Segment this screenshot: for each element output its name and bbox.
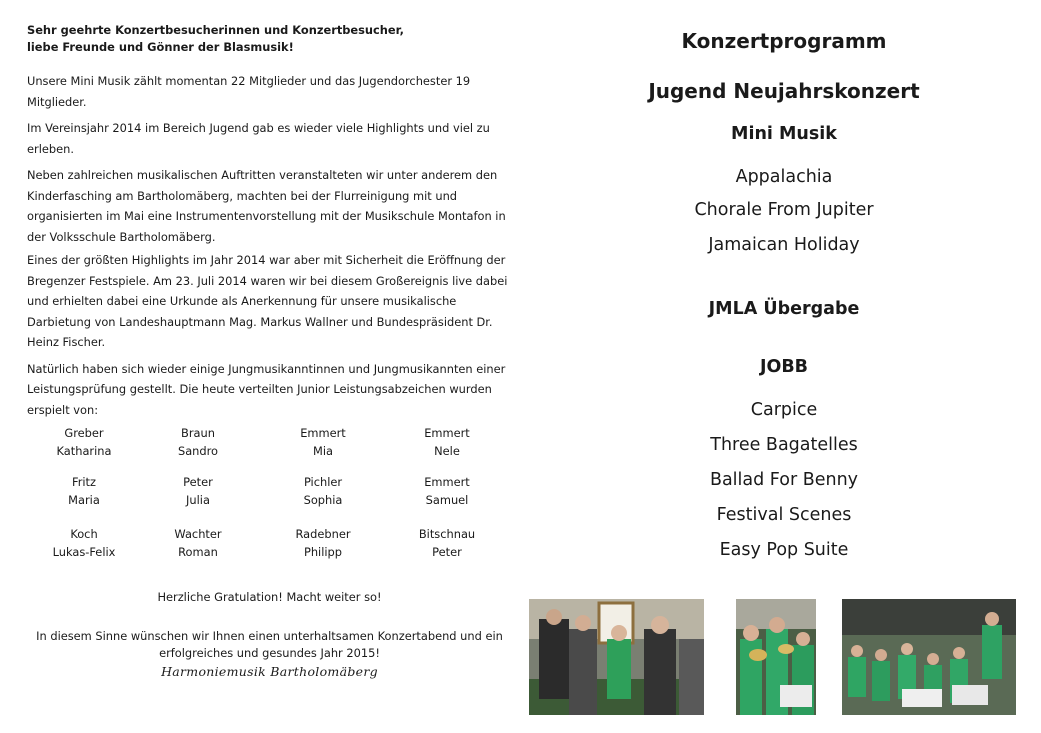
piece: Jamaican Holiday (708, 235, 860, 255)
section-mini-musik: Mini Musik (731, 124, 837, 144)
paragraph-festival: Eines der größten Highlights im Jahr 2014 war aber mit Sicherheit die Eröffnung der Bregenzer Festspiele. Am 23. Juli 2014 waren wir bei diesem Großereignis live dabei und erhielten dabei eine Urkunde als Anerkennung für unsere musikalische Darbietung von Landeshauptmann Mag. Markus Wallner und Bundespräsident Dr. Heinz Fischer. (27, 253, 508, 349)
recipient: Fritz Maria (68, 475, 100, 507)
piece: Three Bagatelles (710, 435, 858, 455)
recipient: Emmert Nele (424, 426, 470, 458)
recipient: Bitschnau Peter (418, 527, 476, 559)
recipient: Koch Lukas-Felix (52, 527, 116, 559)
recipient: Radebner Philipp (295, 527, 351, 559)
orchestra-stage-photo (842, 599, 1016, 715)
recipient: Pichler Sophia (303, 475, 343, 507)
greeting-line-2: liebe Freunde und Gönner der Blasmusik! (27, 40, 294, 54)
concert-title: Jugend Neujahrskonzert (648, 79, 920, 103)
greeting-line-1: Sehr geehrte Konzertbesucherinnen und Konzertbesucher, (27, 23, 404, 37)
letter (27, 22, 512, 574)
section-jmla: JMLA Übergabe (708, 299, 860, 319)
brass-players-photo (736, 599, 816, 715)
badge-recipients (27, 424, 512, 574)
congratulations: Herzliche Gratulation! Macht weiter so! (157, 590, 382, 604)
recipient: Emmert Samuel (424, 475, 470, 507)
paragraph-activities: Neben zahlreichen musikalischen Auftritten veranstalteten wir unter anderem den Kinderfasching am Bartholomäberg, machten bei der Flurreinigung mit und organisierten im Mai eine Instrumentenvorstellung mit der Musikschule Montafon in der Volksschule Bartholomäberg. (27, 168, 506, 244)
program-title: Konzertprogramm (681, 29, 887, 53)
recipient: Greber Katharina (56, 426, 112, 458)
closing (27, 628, 512, 662)
piece: Chorale From Jupiter (694, 200, 874, 220)
piece: Appalachia (735, 167, 833, 187)
paragraph-members: Unsere Mini Musik zählt momentan 22 Mitglieder und das Jugendorchester 19 Mitglieder. (27, 74, 471, 109)
closing-line-1: In diesem Sinne wünschen wir Ihnen einen unterhaltsamen Konzertabend und ein (36, 629, 503, 643)
closing-line-2: erfolgreiches und gesundes Jahr 2015! (159, 646, 380, 660)
signature: Harmoniemusik Bartholomäberg (161, 664, 378, 679)
recipient: Braun Sandro (177, 426, 219, 458)
paragraph-badges: Natürlich haben sich wieder einige Jungmusikanntinnen und Jungmusikannten einer Leistungsprüfung gestellt. Die heute verteilten Junior Leistungsabzeichen wurden erspielt von: (27, 361, 506, 417)
paragraph-highlights: Im Vereinsjahr 2014 im Bereich Jugend gab es wieder viele Highlights und viel zu erleben. (27, 121, 490, 156)
piece: Ballad For Benny (709, 470, 859, 490)
piece: Easy Pop Suite (719, 540, 849, 560)
recipient: Wachter Roman (174, 527, 222, 559)
greeting (27, 22, 512, 56)
recipient: Emmert Mia (300, 426, 346, 458)
recipient: Peter Julia (183, 475, 213, 507)
piece: Festival Scenes (716, 505, 852, 525)
award-ceremony-photo (529, 599, 704, 715)
section-jobb: JOBB (759, 357, 809, 377)
piece: Carpice (750, 400, 818, 420)
